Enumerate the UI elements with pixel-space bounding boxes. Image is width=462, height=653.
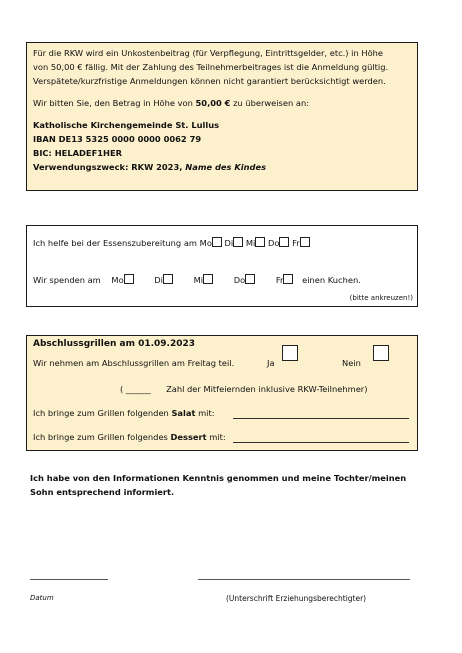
cake-checkbox-fr[interactable] [283,274,293,284]
cooking-checkbox-di[interactable] [233,237,243,247]
acknowledgement: Ich habe von den Informationen Kenntnis genommen und meine Tochter/meinen Sohn entsprechend informiert. [30,473,407,497]
cooking-help-label: Ich helfe bei der Essenszubereitung am [33,238,198,248]
tick-hint: (bitte ankreuzen!) [349,294,413,302]
grill-no-label: Nein [342,358,361,368]
signature-label: (Unterschrift Erziehungsberechtigter) [226,594,367,603]
help-box [26,225,418,307]
cake-label: Wir spenden am [33,275,101,285]
grill-yes-label: Ja [267,358,275,368]
bank-iban: IBAN DE13 5325 0000 0000 0062 79 [33,134,202,144]
signature-line[interactable] [198,579,410,580]
salad-input-line[interactable] [233,418,409,419]
cake-checkbox-di[interactable] [163,274,173,284]
grill-yes-checkbox[interactable] [282,345,298,361]
payment-text-line3: Verspätete/kurzfristige Anmeldungen können nicht garantiert berücksichtigt werden. [33,76,386,86]
payment-info-box [26,42,418,191]
cooking-help-row: Ich helfe bei der Essenszubereitung am Mo Di Mi Do Fr [33,237,310,248]
cake-row: Wir spenden am Mo Di Mi Do Fr einen Kuchen. [33,275,361,285]
bank-recipient: Katholische Kirchengemeinde St. Lullus [33,120,220,130]
cooking-checkbox-do[interactable] [279,237,289,247]
payment-request: Wir bitten Sie, den Betrag in Höhe von 50,00 € zu überweisen an: [33,98,310,108]
payment-amount: 50,00 € [195,98,231,108]
salad-label: Ich bringe zum Grillen folgenden Salat mit: [33,408,215,418]
dessert-input-line[interactable] [233,442,409,443]
grill-question: Wir nehmen am Abschlussgrillen am Freitag teil. [33,358,235,368]
cooking-checkbox-mo[interactable] [212,237,222,247]
cooking-checkbox-mi[interactable] [255,237,265,247]
cake-suffix: einen Kuchen. [302,275,361,285]
payment-text-line2: von 50,00 € fällig. Mit der Zahlung des Teilnehmerbeitrages ist die Anmeldung gültig. [33,62,389,72]
date-line[interactable] [30,579,108,580]
participant-count-field[interactable]: ______ [125,384,151,394]
participant-count-label: Zahl der Mitfeiernden inklusive RKW-Teilnehmer) [166,384,368,394]
cake-checkbox-do[interactable] [245,274,255,284]
participant-count-row: ( ______ Zahl der Mitfeiernden inklusive RKW-Teilnehmer) [120,384,368,394]
grill-title: Abschlussgrillen am 01.09.2023 [33,339,196,349]
cake-checkbox-mi[interactable] [203,274,213,284]
date-label: Datum [30,594,54,602]
dessert-label: Ich bringe zum Grillen folgendes Dessert mit: [33,432,226,442]
grill-box [26,335,418,451]
grill-no-checkbox[interactable] [373,345,389,361]
payment-reference: Verwendungszweck: RKW 2023, Name des Kindes [33,162,267,172]
cake-checkbox-mo[interactable] [124,274,134,284]
cooking-checkbox-fr[interactable] [300,237,310,247]
bank-bic: BIC: HELADEF1HER [33,148,123,158]
payment-text-line1: Für die RKW wird ein Unkostenbeitrag (für Verpflegung, Eintrittsgelder, etc.) in Höhe [33,48,384,58]
